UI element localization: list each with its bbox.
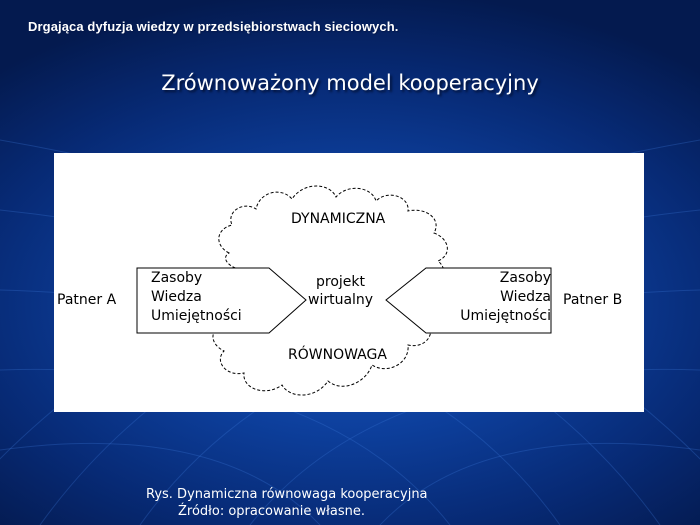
right-box-line3: Umiejętności (460, 308, 551, 324)
caption-line2: Źródło: opracowanie własne. (178, 504, 365, 519)
caption-line1: Rys. Dynamiczna równowaga kooperacyjna (146, 487, 428, 502)
diagram-panel (54, 153, 644, 412)
center-label-line1: projekt (316, 274, 365, 290)
center-label-line2: wirtualny (308, 292, 374, 308)
partner-a-label: Patner A (57, 292, 117, 308)
slide-title: Zrównoważony model kooperacyjny (161, 71, 539, 95)
right-box-line2: Wiedza (500, 289, 551, 305)
figure-caption (146, 486, 428, 520)
left-box-line3: Umiejętności (151, 308, 242, 324)
partner-b-label: Patner B (563, 292, 623, 308)
left-box-line1: Zasoby (151, 270, 203, 286)
cloud-bottom-label: RÓWNOWAGA (288, 347, 387, 363)
right-box-line1: Zasoby (499, 270, 551, 286)
left-box-line2: Wiedza (151, 289, 202, 305)
cloud-top-label: DYNAMICZNA (291, 211, 386, 227)
header-title: Drgająca dyfuzja wiedzy w przedsiębiorstwach sieciowych. (28, 19, 399, 34)
